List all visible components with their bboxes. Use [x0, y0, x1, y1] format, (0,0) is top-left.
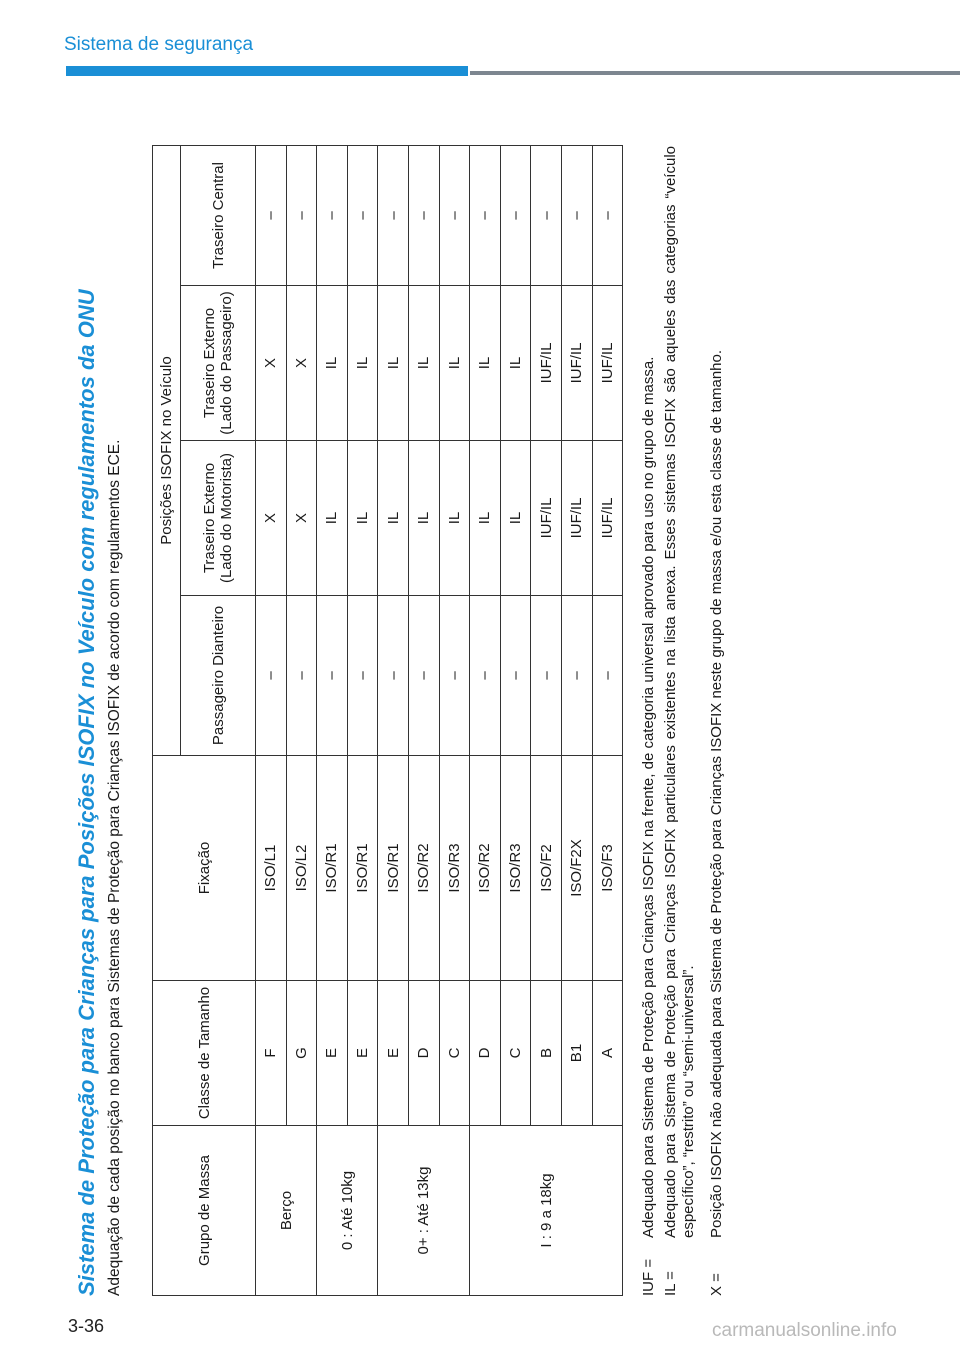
size-class-cell: E [378, 981, 409, 1126]
page-subtitle: Adequação de cada posição no banco para Sistemas de Proteção para Crianças ISOFIX de acordo com regulamentos ECE. [106, 439, 123, 1296]
rear-passenger-cell: IUF/IL [531, 286, 562, 441]
rear-center-cell: – [347, 146, 378, 286]
header-positions: Posições ISOFIX no Veículo [153, 146, 181, 756]
fixation-cell: ISO/R2 [470, 756, 501, 981]
front-passenger-cell: – [256, 596, 287, 756]
rear-driver-cell: IL [378, 441, 409, 596]
page-title: Sistema de Proteção para Crianças para Posições ISOFIX no Veículo com regulamentos da ONU [74, 289, 99, 1296]
watermark: carmanualsonline.info [712, 1320, 897, 1341]
rear-passenger-cell: IL [470, 286, 501, 441]
front-passenger-cell: – [317, 596, 348, 756]
table-row [439, 146, 470, 1296]
size-class-cell: A [592, 981, 623, 1126]
size-class-cell: D [470, 981, 501, 1126]
rear-center-cell: – [256, 146, 287, 286]
rear-center-cell: – [500, 146, 531, 286]
header-size-class: Classe de Tamanho [153, 981, 256, 1126]
rear-driver-cell: X [256, 441, 287, 596]
rear-center-cell: – [408, 146, 439, 286]
size-class-cell: C [500, 981, 531, 1126]
rotated-content [70, 126, 790, 1296]
fixation-cell: ISO/R3 [500, 756, 531, 981]
rear-center-cell: – [439, 146, 470, 286]
note-il [662, 146, 698, 1296]
note-text: Adequado para Sistema de Proteção para Crianças ISOFIX na frente, de categoria universal aprovado para uso no grupo de massa. [640, 356, 657, 1238]
table-row [500, 146, 531, 1296]
rear-center-cell: – [561, 146, 592, 286]
fixation-cell: ISO/F2X [561, 756, 592, 981]
rear-passenger-cell: X [286, 286, 317, 441]
rear-passenger-cell: IL [347, 286, 378, 441]
header-rear-passenger: Traseiro Externo (Lado do Passageiro) [181, 286, 256, 441]
header-bar-accent [66, 66, 468, 76]
fixation-cell: ISO/L1 [256, 756, 287, 981]
fixation-cell: ISO/F2 [531, 756, 562, 981]
rear-driver-cell: IUF/IL [531, 441, 562, 596]
size-class-cell: E [347, 981, 378, 1126]
front-passenger-cell: – [470, 596, 501, 756]
rear-center-cell: – [317, 146, 348, 286]
header-fixation: Fixação [153, 756, 256, 981]
rear-passenger-cell: IL [408, 286, 439, 441]
section-title: Sistema de segurança [64, 34, 254, 55]
fixation-cell: ISO/R1 [347, 756, 378, 981]
size-class-cell: G [286, 981, 317, 1126]
fixation-cell: ISO/R3 [439, 756, 470, 981]
note-text: Adequado para Sistema de Proteção para Crianças ISOFIX particulares existentes na lista anexa. Esses sistemas ISOFIX são aqueles das categorias “veículo específico”, “restrito” ou “semi-universal”. [662, 146, 697, 1238]
rear-driver-cell: IUF/IL [561, 441, 592, 596]
size-class-cell: D [408, 981, 439, 1126]
rear-passenger-cell: IL [439, 286, 470, 441]
fixation-cell: ISO/R2 [408, 756, 439, 981]
front-passenger-cell: – [439, 596, 470, 756]
note-x [708, 146, 726, 1296]
mass-group-cell: 0+ : Até 13kg [378, 1126, 470, 1296]
mass-group-cell: 0 : Até 10kg [317, 1126, 378, 1296]
header-bar-rule [470, 71, 960, 75]
fixation-cell: ISO/R1 [317, 756, 348, 981]
header-rear-center: Traseiro Central [181, 146, 256, 286]
rear-passenger-cell: IUF/IL [561, 286, 592, 441]
front-passenger-cell: – [408, 596, 439, 756]
note-iuf [640, 146, 658, 1296]
table-row [317, 146, 348, 1296]
header-rear-driver: Traseiro Externo (Lado do Motorista) [181, 441, 256, 596]
isofix-table [152, 145, 623, 1296]
note-text: Posição ISOFIX não adequada para Sistema de Proteção para Crianças ISOFIX neste grupo de massa e/ou esta classe de tamanho. [708, 349, 725, 1238]
front-passenger-cell: – [531, 596, 562, 756]
rear-center-cell: – [286, 146, 317, 286]
rear-passenger-cell: IL [317, 286, 348, 441]
rear-driver-cell: X [286, 441, 317, 596]
table-row [408, 146, 439, 1296]
table-row [531, 146, 562, 1296]
size-class-cell: E [317, 981, 348, 1126]
rear-driver-cell: IL [470, 441, 501, 596]
note-key: IUF = [640, 1258, 657, 1296]
header-mass-group: Grupo de Massa [153, 1126, 256, 1296]
table-row [347, 146, 378, 1296]
rear-passenger-cell: IUF/IL [592, 286, 623, 441]
legend-notes [640, 146, 730, 1296]
size-class-cell: C [439, 981, 470, 1126]
fixation-cell: ISO/L2 [286, 756, 317, 981]
table-row [286, 146, 317, 1296]
note-key: IL = [662, 1271, 679, 1296]
front-passenger-cell: – [561, 596, 592, 756]
front-passenger-cell: – [500, 596, 531, 756]
rear-center-cell: – [531, 146, 562, 286]
front-passenger-cell: – [286, 596, 317, 756]
front-passenger-cell: – [592, 596, 623, 756]
fixation-cell: ISO/R1 [378, 756, 409, 981]
fixation-cell: ISO/F3 [592, 756, 623, 981]
rear-center-cell: – [470, 146, 501, 286]
rear-center-cell: – [592, 146, 623, 286]
table-row [256, 146, 287, 1296]
rear-driver-cell: IL [439, 441, 470, 596]
rear-passenger-cell: IL [378, 286, 409, 441]
rear-passenger-cell: X [256, 286, 287, 441]
rear-driver-cell: IL [347, 441, 378, 596]
rear-center-cell: – [378, 146, 409, 286]
table-body [256, 146, 623, 1296]
rear-driver-cell: IL [317, 441, 348, 596]
table-row [378, 146, 409, 1296]
size-class-cell: B1 [561, 981, 592, 1126]
mass-group-cell: Berço [256, 1126, 317, 1296]
rear-driver-cell: IL [500, 441, 531, 596]
rear-passenger-cell: IL [500, 286, 531, 441]
table-row [592, 146, 623, 1296]
mass-group-cell: I : 9 a 18kg [470, 1126, 623, 1296]
rear-driver-cell: IL [408, 441, 439, 596]
size-class-cell: B [531, 981, 562, 1126]
rear-driver-cell: IUF/IL [592, 441, 623, 596]
note-key: X = [708, 1273, 725, 1296]
table-row [561, 146, 592, 1296]
front-passenger-cell: – [378, 596, 409, 756]
header-front-passenger: Passageiro Dianteiro [181, 596, 256, 756]
front-passenger-cell: – [347, 596, 378, 756]
size-class-cell: F [256, 981, 287, 1126]
table-row [470, 146, 501, 1296]
page-number: 3-36 [68, 1316, 105, 1336]
